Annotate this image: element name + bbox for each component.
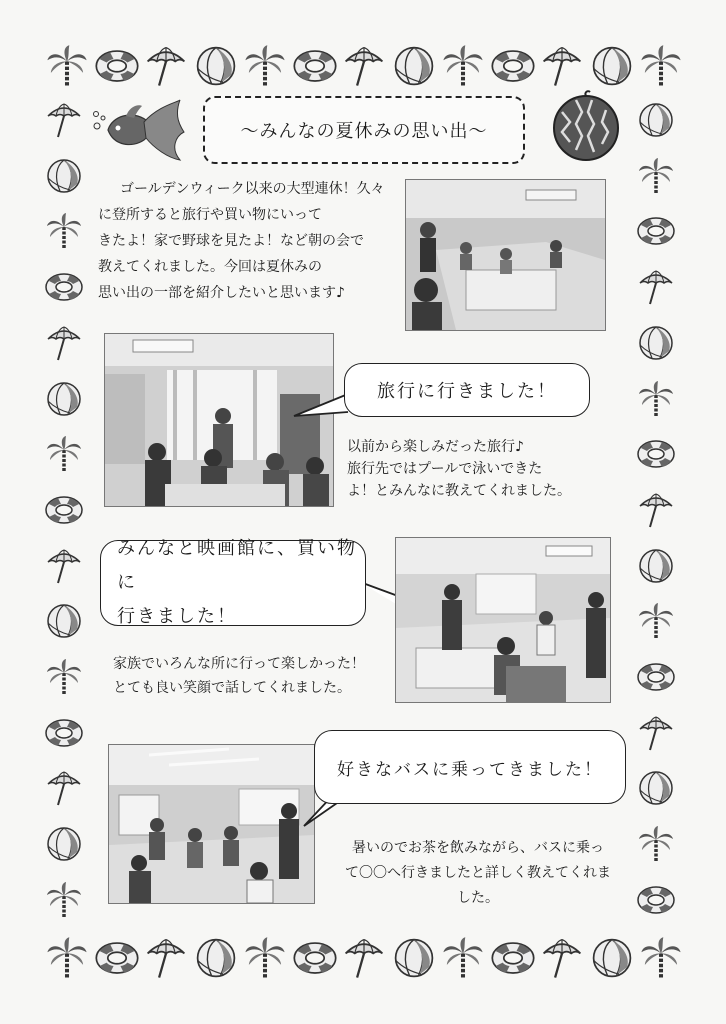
palm-tree-icon — [636, 601, 676, 641]
travel-text: 以前から楽しみだった旅行♪ 旅行先ではプールで泳いできた よ！とみんなに教えてくれました。 — [347, 439, 571, 499]
beach-umbrella-icon — [44, 768, 84, 808]
palm-tree-icon — [44, 935, 90, 981]
photo-bus — [108, 744, 315, 904]
page-title: ～みんなの夏休みの思い出～ — [203, 96, 525, 164]
palm-tree-icon — [44, 880, 84, 920]
beach-umbrella-icon — [341, 43, 387, 89]
intro-text: ゴールデンウィーク以来の大型連休！久々 に登所すると旅行や買い物にいって きたよ！家で野球を見たよ！など朝の会で 教えてくれました。今回は夏休みの 思い出の一部を紹介したいと思います♪ — [98, 181, 385, 301]
beach-umbrella-icon — [636, 713, 676, 753]
bubble-bus: 好きなバスに乗ってきました！ — [314, 730, 626, 804]
beach-umbrella-icon — [44, 323, 84, 363]
palm-tree-icon — [242, 43, 288, 89]
beach-umbrella-icon — [44, 546, 84, 586]
beach-ball-icon — [44, 379, 84, 419]
beach-ball-icon — [636, 546, 676, 586]
swim-ring-icon — [44, 490, 84, 530]
photo-classroom-1 — [405, 179, 606, 331]
border-right — [632, 100, 680, 920]
bus-text: 暑いのでお茶を飲みながら、バスに乗っ て〇〇へ行きましたと詳しく教えてくれま した。 — [345, 840, 611, 906]
beach-ball-icon — [193, 935, 239, 981]
border-top — [44, 38, 684, 94]
swim-ring-icon — [292, 43, 338, 89]
swim-ring-icon — [636, 880, 676, 920]
swim-ring-icon — [292, 935, 338, 981]
palm-tree-icon — [636, 379, 676, 419]
beach-ball-icon — [44, 824, 84, 864]
palm-tree-icon — [44, 43, 90, 89]
palm-tree-icon — [242, 935, 288, 981]
beach-umbrella-icon — [143, 43, 189, 89]
palm-tree-icon — [636, 824, 676, 864]
palm-tree-icon — [636, 156, 676, 196]
beach-umbrella-icon — [636, 267, 676, 307]
watermelon-icon — [548, 88, 624, 164]
goldfish-icon — [88, 96, 188, 168]
bubble-tail-travel — [290, 392, 350, 422]
beach-ball-icon — [589, 43, 635, 89]
beach-ball-icon — [44, 156, 84, 196]
palm-tree-icon — [44, 211, 84, 251]
swim-ring-icon — [44, 713, 84, 753]
beach-ball-icon — [193, 43, 239, 89]
beach-umbrella-icon — [44, 100, 84, 140]
swim-ring-icon — [94, 43, 140, 89]
palm-tree-icon — [638, 935, 684, 981]
beach-umbrella-icon — [539, 935, 585, 981]
movie-text: 家族でいろんな所に行って楽しかった！ とても良い笑顔で話してくれました。 — [113, 656, 365, 696]
swim-ring-icon — [636, 434, 676, 474]
beach-umbrella-icon — [539, 43, 585, 89]
beach-umbrella-icon — [341, 935, 387, 981]
beach-umbrella-icon — [636, 490, 676, 530]
border-bottom — [44, 930, 684, 986]
palm-tree-icon — [440, 935, 486, 981]
beach-ball-icon — [391, 935, 437, 981]
photo-movie — [395, 537, 611, 703]
swim-ring-icon — [490, 43, 536, 89]
swim-ring-icon — [636, 211, 676, 251]
bubble-travel: 旅行に行きました！ — [344, 363, 590, 417]
beach-ball-icon — [44, 601, 84, 641]
beach-ball-icon — [636, 100, 676, 140]
beach-ball-icon — [589, 935, 635, 981]
beach-ball-icon — [391, 43, 437, 89]
beach-umbrella-icon — [143, 935, 189, 981]
palm-tree-icon — [44, 657, 84, 697]
swim-ring-icon — [44, 267, 84, 307]
swim-ring-icon — [636, 657, 676, 697]
beach-ball-icon — [636, 768, 676, 808]
beach-ball-icon — [636, 323, 676, 363]
bubble-movie: みんなと映画館に、買い物に 行きました！ — [100, 540, 366, 626]
palm-tree-icon — [440, 43, 486, 89]
palm-tree-icon — [638, 43, 684, 89]
swim-ring-icon — [490, 935, 536, 981]
border-left — [40, 100, 88, 920]
palm-tree-icon — [44, 434, 84, 474]
swim-ring-icon — [94, 935, 140, 981]
